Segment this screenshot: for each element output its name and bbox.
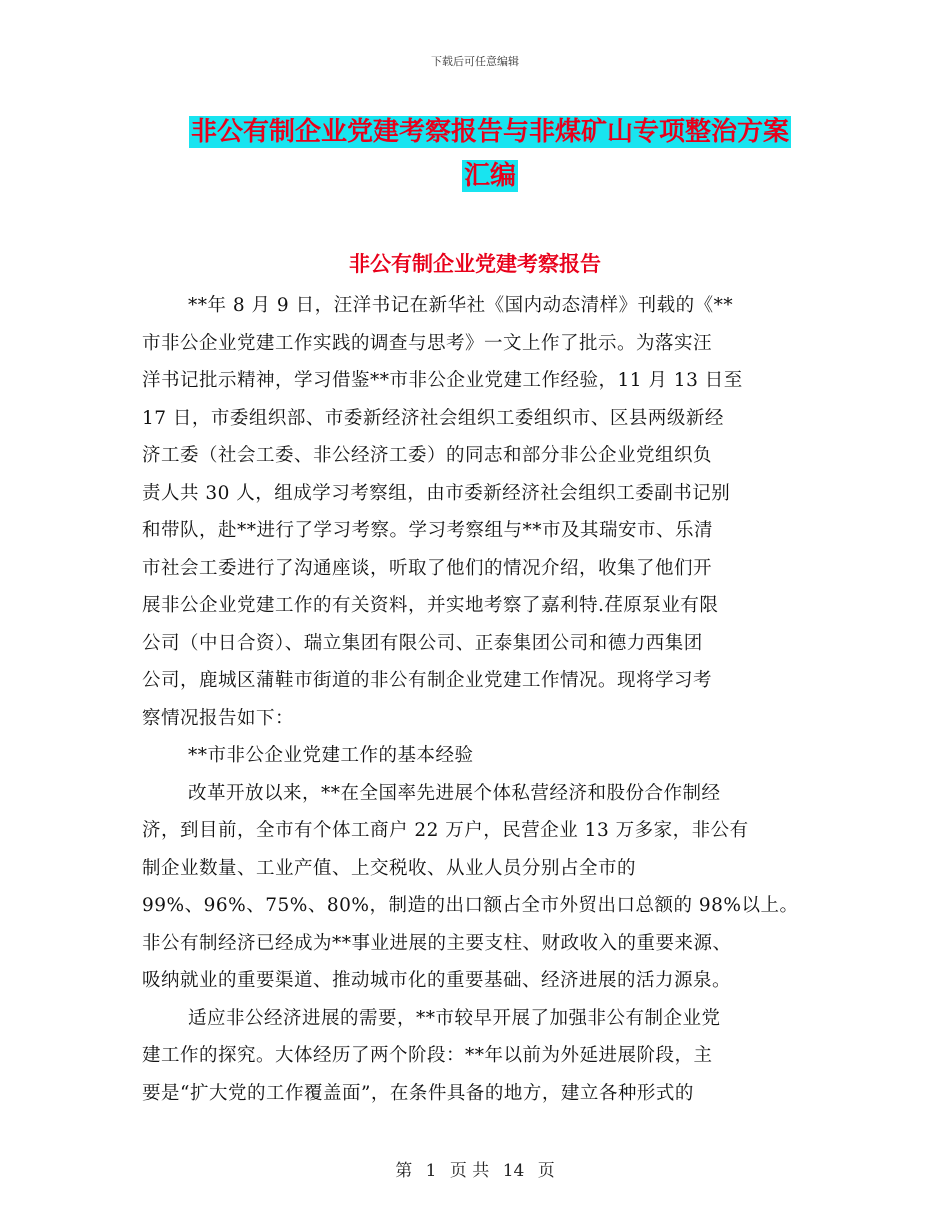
body-line: 济，到目前，全市有个体工商户 22 万户，民营企业 13 万多家，非公有 — [142, 820, 749, 841]
body-line: 适应非公经济进展的需要，**市较早开展了加强非公有制企业党 — [188, 1007, 721, 1029]
footer-total-pages: 14 — [502, 1161, 525, 1181]
body-line: 17 日，市委组织部、市委新经济社会组织工委组织市、区县两级新经 — [142, 407, 724, 429]
header-note: 下载后可任意编辑 — [431, 55, 519, 68]
body-line: 和带队，赴**进行了学习考察。学习考察组与**市及其瑞安市、乐清 — [142, 520, 714, 541]
body-line: 制企业数量、工业产值、上交税收、从业人员分别占全市的 — [142, 857, 637, 879]
body-line: 济工委（社会工委、非公经济工委）的同志和部分非公企业党组织负 — [142, 445, 713, 466]
body-line: 公司（中日合资）、瑞立集团有限公司、正泰集团公司和德力西集团 — [142, 632, 703, 654]
body-line: 洋书记批示精神，学习借鉴**市非公企业党建工作经验，11 月 13 日至 — [142, 370, 743, 391]
body-line: 非公有制经济已经成为**事业进展的主要支柱、财政收入的重要来源、 — [142, 932, 732, 954]
body-line: 察情况报告如下： — [142, 707, 295, 729]
body-line: 市非公企业党建工作实践的调查与思考》一文上作了批示。为落实汪 — [142, 332, 713, 354]
body-line: 展非公企业党建工作的有关资料，并实地考察了嘉利特.荏原泵业有限 — [142, 595, 719, 616]
body-line: **年 8 月 9 日，汪洋书记在新华社《国内动态清样》刊载的《** — [188, 295, 734, 316]
page-footer — [0, 1156, 950, 1181]
body-line: 市社会工委进行了沟通座谈，听取了他们的情况介绍，收集了他们开 — [142, 557, 713, 579]
body-text — [142, 287, 810, 1112]
document-title-line-1: 非公有制企业党建考察报告与非煤矿山专项整治方案 — [190, 117, 789, 147]
body-line: 责人共 30 人，组成学习考察组，由市委新经济社会组织工委副书记别 — [142, 482, 731, 504]
body-line: 改革开放以来，**在全国率先进展个体私营经济和股份合作制经 — [188, 782, 721, 804]
document-title-line-2: 汇编 — [463, 161, 516, 191]
footer-prefix: 第 — [395, 1161, 413, 1181]
body-line: 要是“扩大党的工作覆盖面”，在条件具备的地方，建立各种形式的 — [142, 1082, 694, 1104]
body-line: 公司，鹿城区蒲鞋市街道的非公有制企业党建工作情况。现将学习考 — [142, 670, 713, 691]
footer-suffix: 页 — [537, 1161, 555, 1181]
document-title — [140, 110, 840, 198]
footer-page-number: 1 — [425, 1161, 437, 1181]
body-line: 吸纳就业的重要渠道、推动城市化的重要基础、经济进展的活力源泉。 — [142, 970, 732, 991]
section-heading: 非公有制企业党建考察报告 — [349, 252, 601, 276]
subsection-heading: **市非公企业党建工作的基本经验 — [188, 745, 474, 766]
body-line: 99%、96%、75%、80%，制造的出口额占全市外贸出口总额的 98%以上。 — [142, 895, 799, 916]
body-line: 建工作的探究。大体经历了两个阶段：**年以前为外延进展阶段，主 — [142, 1045, 713, 1066]
footer-middle: 页 共 — [449, 1161, 490, 1181]
